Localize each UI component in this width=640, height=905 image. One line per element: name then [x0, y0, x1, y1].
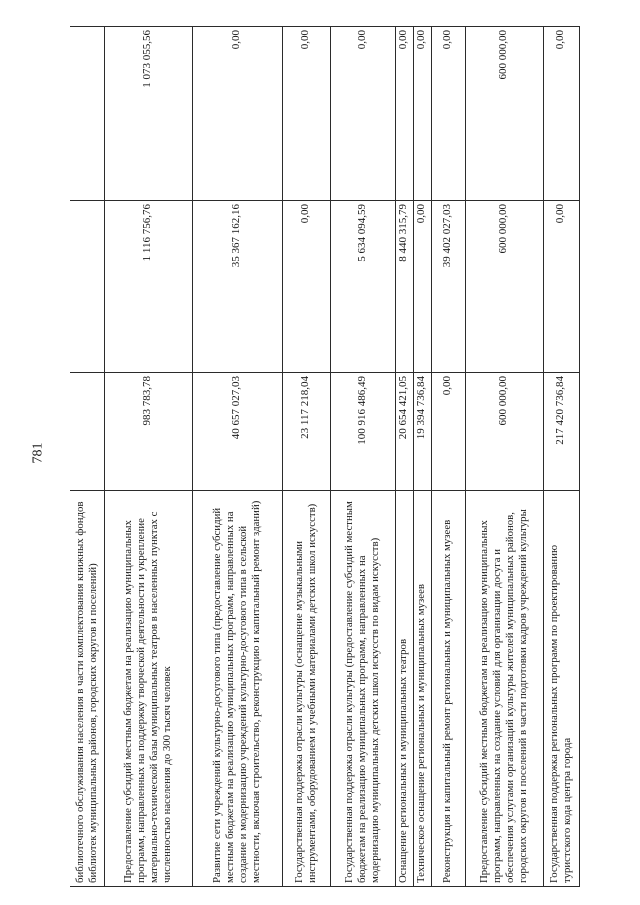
row-title: Государственная поддержка региональных программ по проектированию туристского кода центра города: [543, 491, 579, 887]
table-row: [192, 27, 282, 887]
row-value-2: 0,00: [282, 201, 330, 373]
row-title: Развитие сети учреждений культурно-досугового типа (предоставление субсидий местным бюджетам на реализацию муниципальных программ, направленных на создание и модернизацию учреждений культурно-досугового типа в сельской местности, включая строительство, реконструкцию и капитальный ремонт зданий): [192, 491, 282, 887]
table-row: [465, 27, 543, 887]
row-value-3: 0,00: [192, 27, 282, 201]
page-number: [28, 0, 48, 905]
row-value-2: 39 402 027,03: [431, 201, 465, 373]
row-value-2: 5 634 094,59: [330, 201, 395, 373]
table-row: [431, 27, 465, 887]
row-value-2: 0,00: [413, 201, 431, 373]
table-row: [395, 27, 413, 887]
row-value-2: 8 440 315,79: [395, 201, 413, 373]
table-row: [413, 27, 431, 887]
budget-table-container: [70, 27, 573, 887]
row-title: Предоставление субсидий местным бюджетам на реализацию муниципальных программ, направленных на создание условий для организации досуга и обеспечения услугами организаций культуры жителей муниципальных районов, городских округов и поселений в части подготовки кадров учреждений культуры: [465, 491, 543, 887]
row-value-3: 1 073 055,56: [104, 27, 192, 201]
row-value-1: 20 654 421,05: [395, 373, 413, 491]
row-title: Реконструкция и капитальный ремонт региональных и муниципальных музеев: [431, 491, 465, 887]
row-value-2: 35 367 162,16: [192, 201, 282, 373]
row-value-1: 0,00: [431, 373, 465, 491]
row-value-3: 0,00: [543, 27, 579, 201]
row-value-2: 0,00: [543, 201, 579, 373]
table-row: [104, 27, 192, 887]
row-value-3: 0,00: [413, 27, 431, 201]
table-row: [70, 27, 104, 887]
row-value-2: [70, 201, 104, 373]
row-value-3: 600 000,00: [465, 27, 543, 201]
row-value-3: 0,00: [395, 27, 413, 201]
row-value-1: 100 916 486,49: [330, 373, 395, 491]
row-value-1: 40 657 027,03: [192, 373, 282, 491]
row-value-3: 0,00: [330, 27, 395, 201]
budget-table: [70, 26, 580, 887]
table-row: [282, 27, 330, 887]
row-title: Техническое оснащение региональных и муниципальных музеев: [413, 491, 431, 887]
row-value-1: 983 783,78: [104, 373, 192, 491]
row-value-1: [70, 373, 104, 491]
row-title: Государственная поддержка отрасли культуры (предоставление субсидий местным бюджетам на реализацию муниципальных программ, направленных на модернизацию муниципальных детских школ искусств по видам искусств): [330, 491, 395, 887]
row-title: Государственная поддержка отрасли культуры (оснащение музыкальными инструментами, оборудованием и учебными материалами детских школ искусств): [282, 491, 330, 887]
row-value-1: 19 394 736,84: [413, 373, 431, 491]
row-value-2: 1 116 756,76: [104, 201, 192, 373]
row-title: библиотечного обслуживания населения в части комплектования книжных фондов библиотек муниципальных районов, городских округов и поселений): [70, 491, 104, 887]
row-title: Оснащение региональных и муниципальных театров: [395, 491, 413, 887]
row-value-2: 600 000,00: [465, 201, 543, 373]
row-title: Предоставление субсидий местным бюджетам на реализацию муниципальных программ, направленных на поддержку творческой деятельности и укрепление материально-технической базы муниципальных театров в населенных пунктах с численностью населения до 300 тысяч человек: [104, 491, 192, 887]
row-value-3: [70, 27, 104, 201]
page-number-text: 781: [30, 442, 45, 463]
row-value-3: 0,00: [431, 27, 465, 201]
table-row: [330, 27, 395, 887]
row-value-1: 217 420 736,84: [543, 373, 579, 491]
table-row: [543, 27, 579, 887]
row-value-1: 23 117 218,04: [282, 373, 330, 491]
row-value-3: 0,00: [282, 27, 330, 201]
row-value-1: 600 000,00: [465, 373, 543, 491]
